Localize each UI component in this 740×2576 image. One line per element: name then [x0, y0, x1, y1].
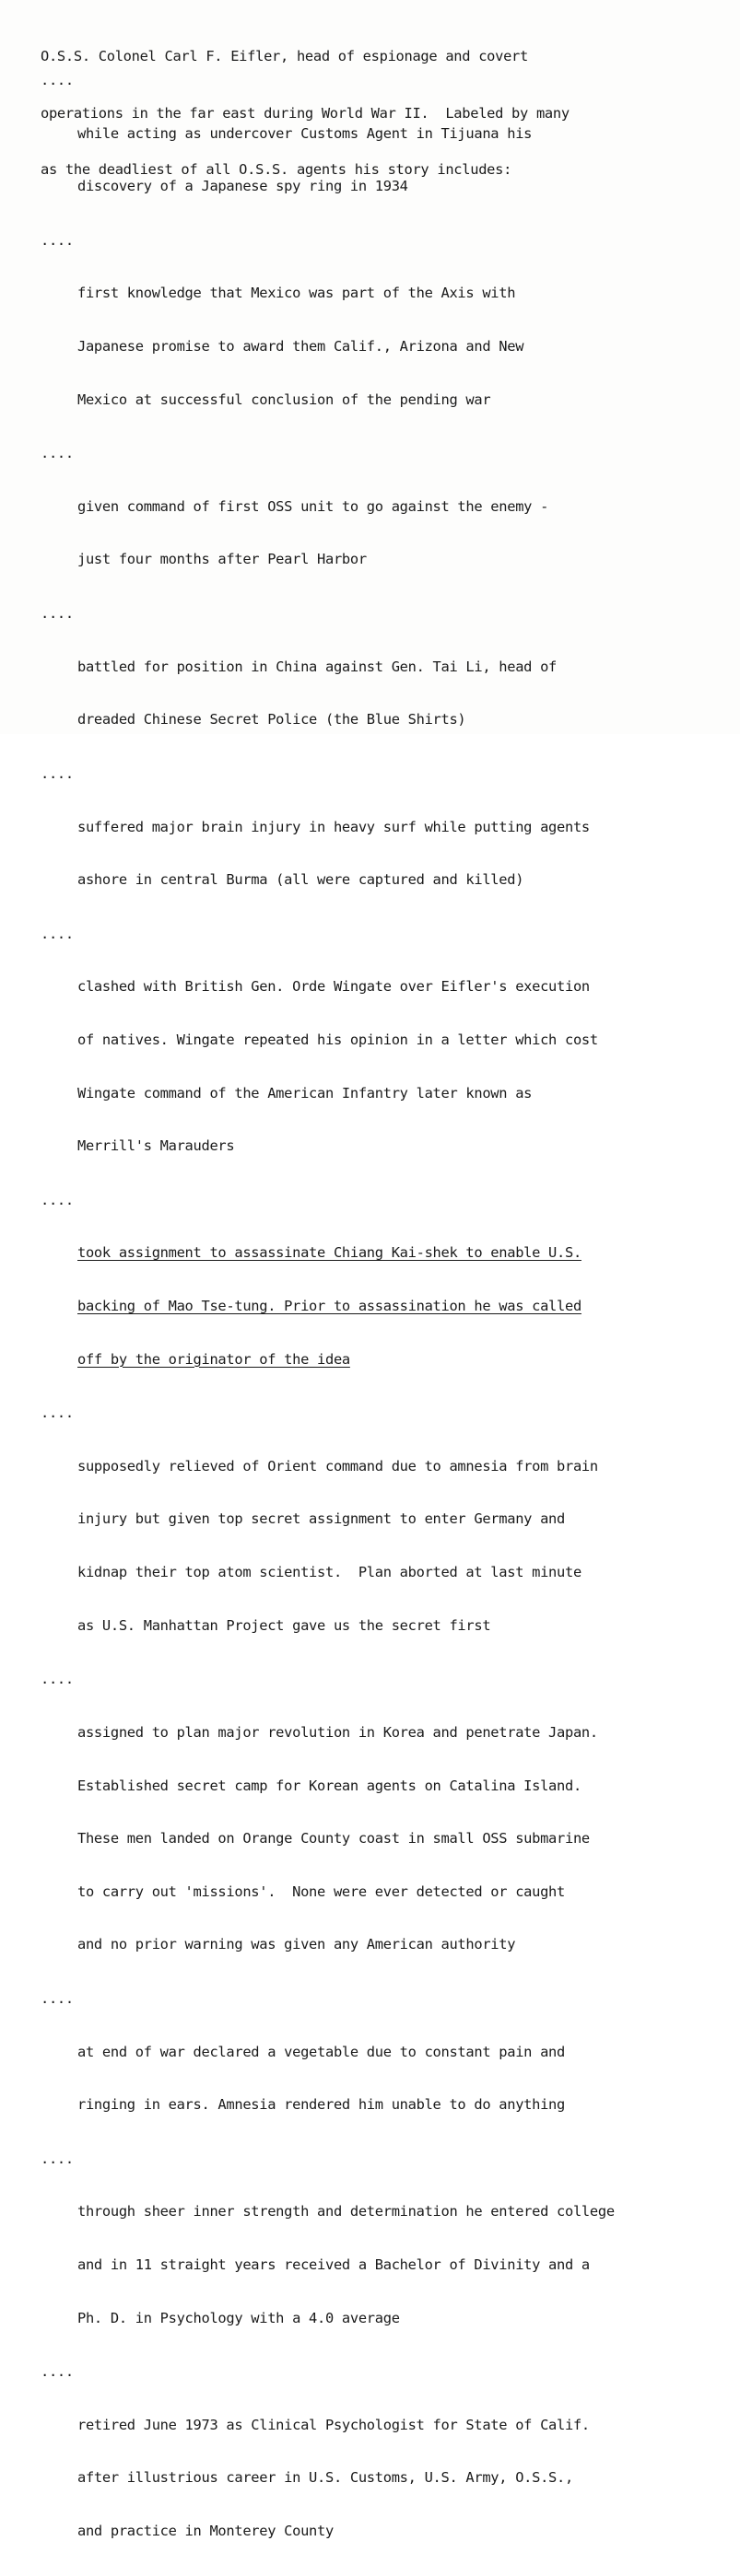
bullet-dots: ....: [41, 764, 74, 782]
achievement-list: [41, 72, 734, 2576]
item-line: dreaded Chinese Secret Police (the Blue Shirts): [77, 711, 466, 729]
item-line: and practice in Monterey County: [77, 2523, 334, 2540]
item-line: and no prior warning was given any American authority: [77, 1936, 516, 1953]
item-line: after illustrious career in U.S. Customs, U.S. Army, O.S.S.,: [77, 2469, 573, 2487]
bullet-dots: ....: [41, 445, 74, 462]
item-line: assigned to plan major revolution in Korea and penetrate Japan.: [77, 1723, 598, 1741]
item-line: Mexico at successful conclusion of the pending war: [77, 390, 491, 408]
list-item: [41, 1405, 734, 1670]
item-line: ashore in central Burma (all were captured and killed): [77, 871, 524, 889]
item-line: Wingate command of the American Infantry later known as: [77, 1084, 533, 1102]
item-line: clashed with British Gen. Orde Wingate over Eifler's execution: [77, 978, 590, 996]
item-line: Japanese promise to award them Calif., Arizona and New: [77, 338, 524, 356]
list-item: [41, 72, 734, 231]
intro-line: O.S.S. Colonel Carl F. Eifler, head of espionage and covert: [41, 48, 528, 64]
list-item: [41, 445, 734, 604]
item-line: Merrill's Marauders: [77, 1137, 235, 1155]
item-line: through sheer inner strength and determination he entered college: [77, 2203, 615, 2220]
bullet-dots: ....: [41, 1989, 74, 2007]
intro-line: as the deadliest of all O.S.S. agents his story includes:: [41, 161, 512, 178]
list-item: [41, 765, 734, 925]
list-item: [41, 1990, 734, 2150]
item-line: kidnap their top atom scientist. Plan aborted at last minute: [77, 1564, 581, 1581]
item-line: off by the originator of the idea: [77, 1350, 350, 1368]
list-item: [41, 926, 734, 1191]
item-line: suffered major brain injury in heavy surf while putting agents: [77, 818, 590, 835]
bullet-dots: ....: [41, 925, 74, 942]
item-line: while acting as undercover Customs Agent in Tijuana his: [77, 124, 533, 142]
bullet-dots: ....: [41, 1671, 74, 1688]
item-line: just four months after Pearl Harbor: [77, 551, 367, 568]
item-line: first knowledge that Mexico was part of the Axis with: [77, 285, 516, 302]
item-line: discovery of a Japanese spy ring in 1934: [77, 178, 408, 195]
item-line: These men landed on Orange County coast in small OSS submarine: [77, 1830, 590, 1847]
bullet-dots: ....: [41, 2150, 74, 2167]
bullet-dots: ....: [41, 605, 74, 623]
item-line: to carry out 'missions'. None were ever detected or caught: [77, 1882, 565, 1900]
bullet-dots: ....: [41, 2363, 74, 2381]
intro-line: operations in the far east during World War II. Labeled by many: [41, 104, 570, 122]
item-line: backing of Mao Tse-tung. Prior to assassination he was called: [77, 1298, 581, 1315]
list-item: [41, 2363, 734, 2575]
list-item: [41, 1671, 734, 1989]
list-item-underlined: [41, 1192, 734, 1404]
item-line: Established secret camp for Korean agents on Catalina Island.: [77, 1777, 581, 1794]
item-line: battled for position in China against Gen. Tai Li, head of: [77, 658, 558, 675]
bullet-dots: ....: [41, 231, 74, 249]
list-item: [41, 605, 734, 764]
item-line: as U.S. Manhattan Project gave us the secret first: [77, 1616, 491, 1634]
item-line: of natives. Wingate repeated his opinion in a letter which cost: [77, 1031, 598, 1048]
item-line: retired June 1973 as Clinical Psychologist for State of Calif.: [77, 2416, 590, 2433]
item-line: took assignment to assassinate Chiang Kai-shek to enable U.S.: [77, 1244, 581, 1262]
item-line: and in 11 straight years received a Bachelor of Divinity and a: [77, 2255, 590, 2273]
item-line: Ph. D. in Psychology with a 4.0 average: [77, 2309, 400, 2326]
item-line: given command of first OSS unit to go against the enemy -: [77, 497, 549, 515]
item-line: at end of war declared a vegetable due to constant pain and: [77, 2043, 565, 2060]
bullet-dots: ....: [41, 1405, 74, 1422]
bullet-dots: ....: [41, 1191, 74, 1208]
item-line: injury but given top secret assignment to enter Germany and: [77, 1510, 565, 1528]
list-item: [41, 2151, 734, 2362]
list-item: [41, 232, 734, 444]
item-line: supposedly relieved of Orient command due to amnesia from brain: [77, 1457, 598, 1474]
bullet-dots: ....: [41, 72, 74, 88]
item-line: ringing in ears. Amnesia rendered him unable to do anything: [77, 2096, 565, 2114]
